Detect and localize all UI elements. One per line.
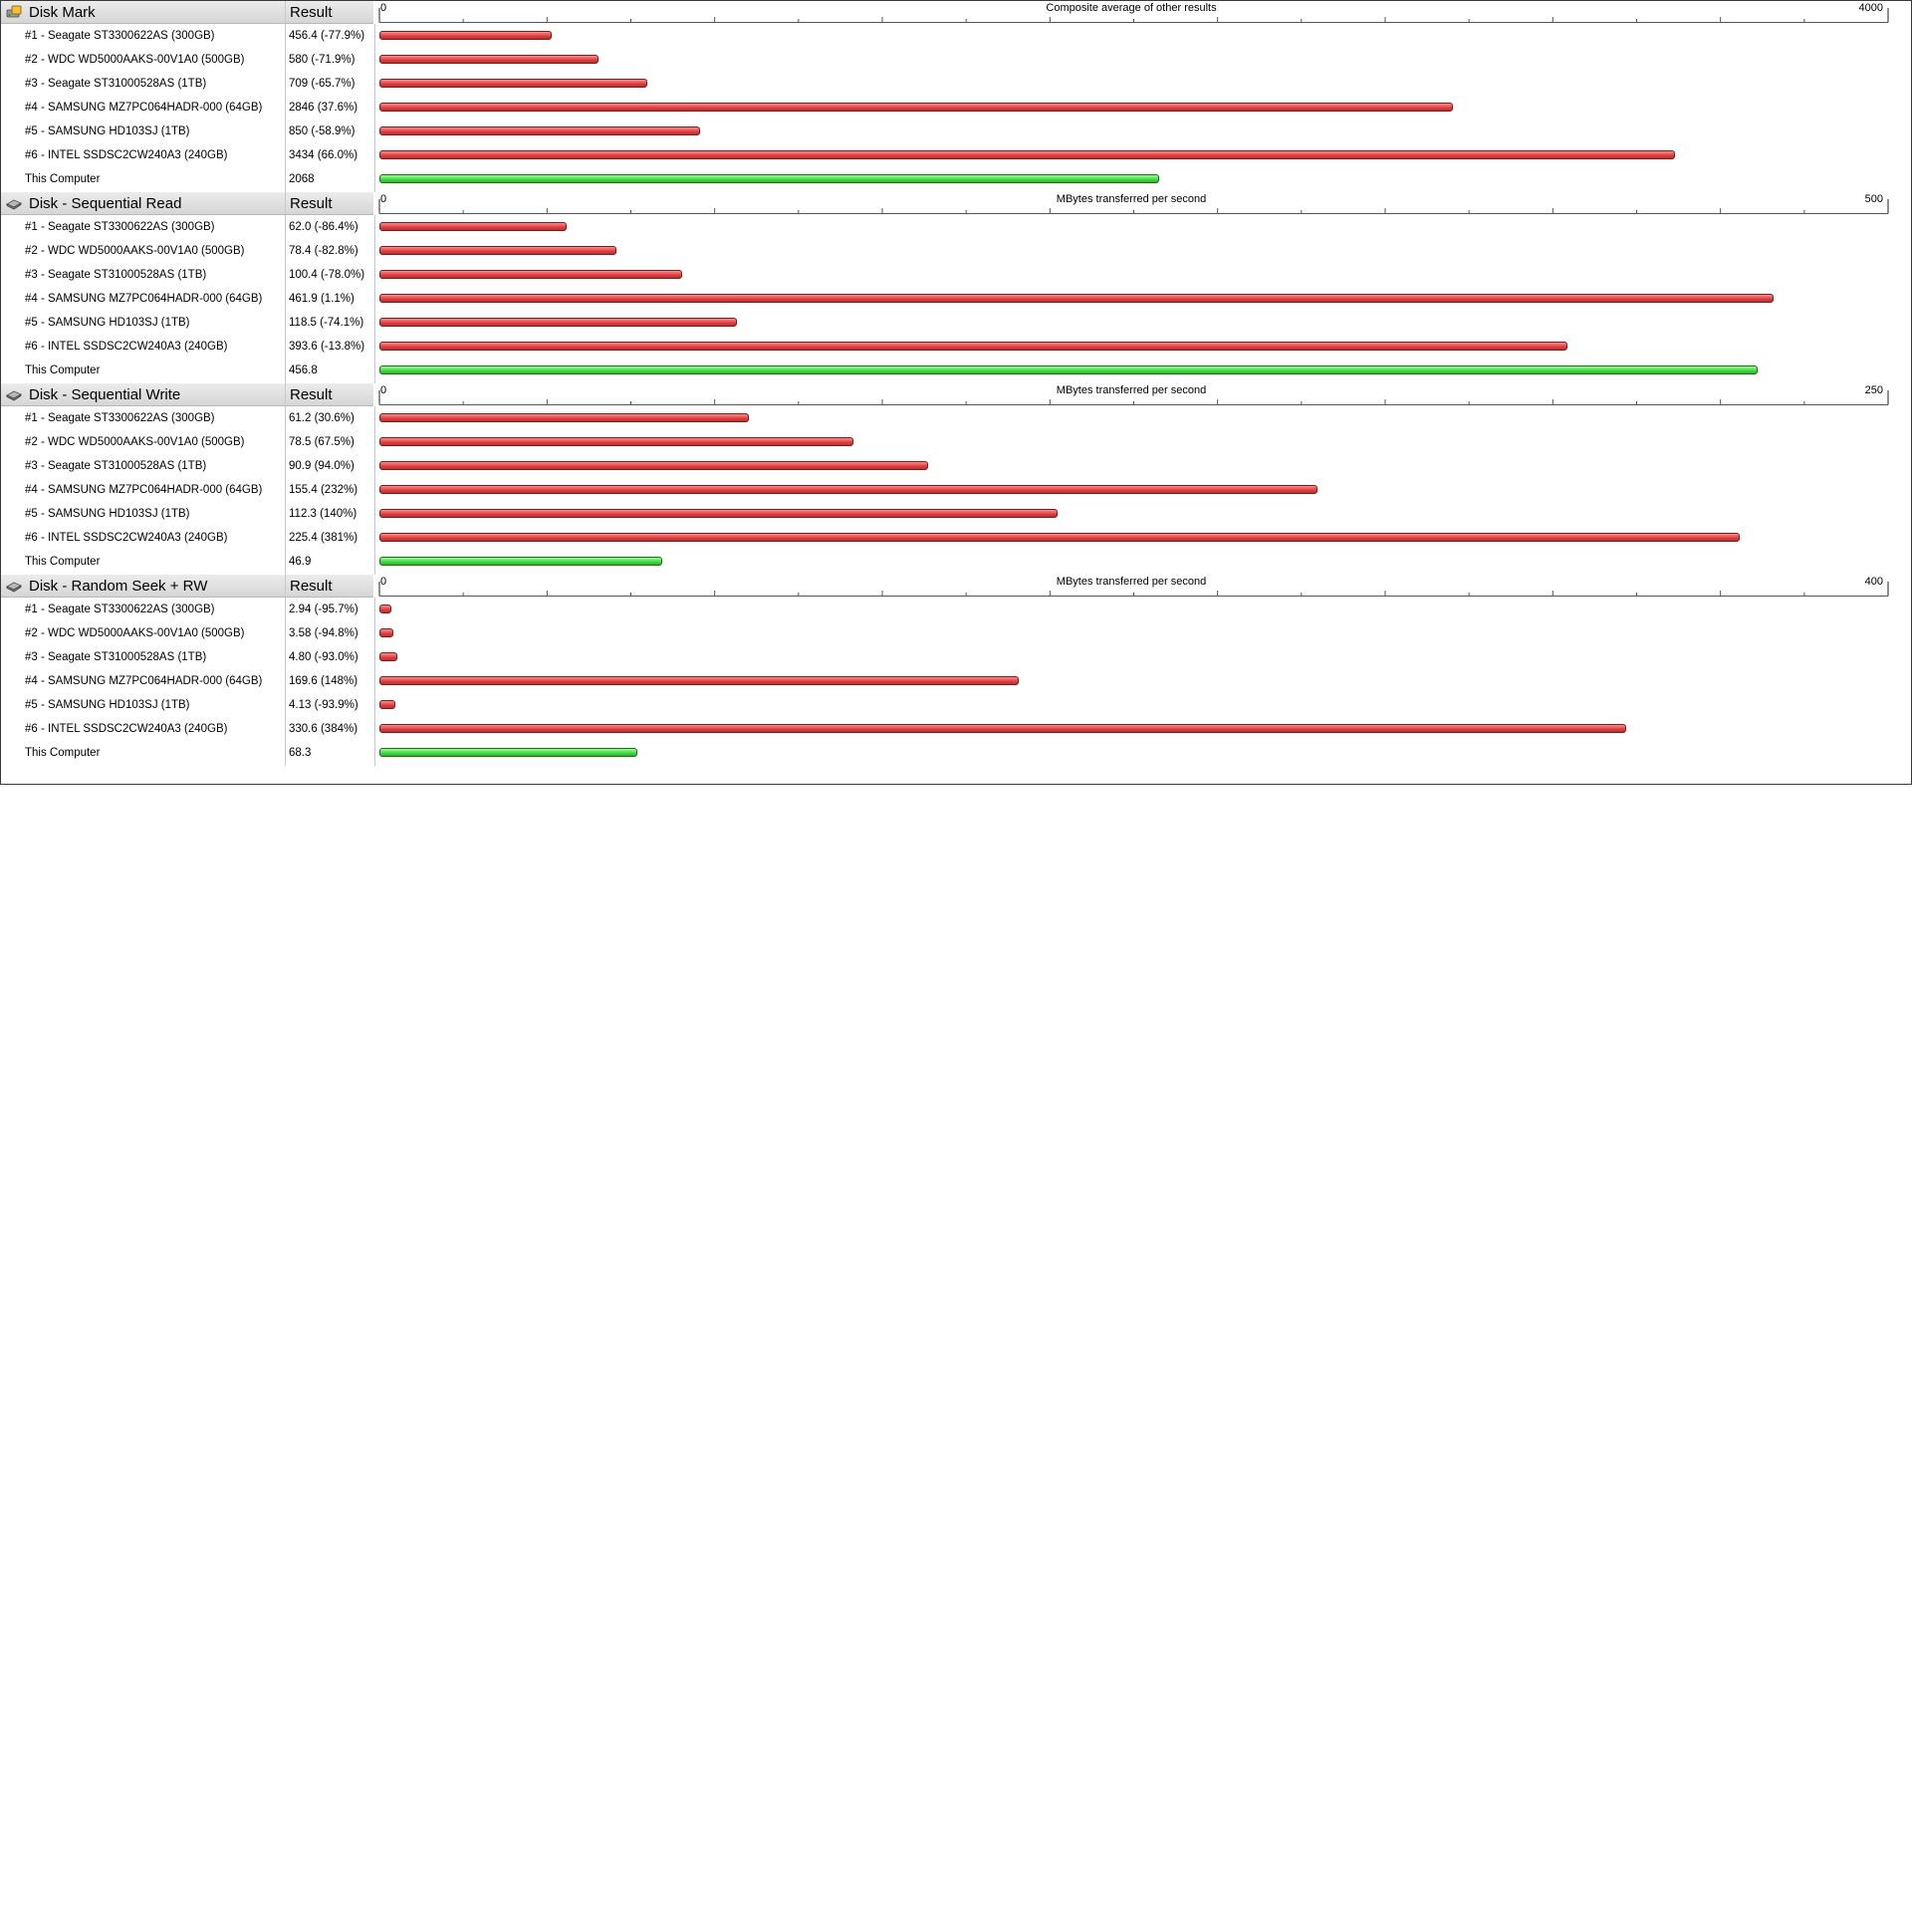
drive-name: #2 - WDC WD5000AAKS-00V1A0 (500GB) [25, 627, 245, 639]
result-value: 118.5 (-74.1%) [289, 317, 364, 329]
section-title-text: Disk - Sequential Write [29, 386, 181, 403]
result-bar [379, 437, 853, 446]
result-value: 78.4 (-82.8%) [289, 245, 358, 257]
result-bar [379, 509, 1058, 518]
result-value: 61.2 (30.6%) [289, 412, 355, 424]
drive-name: #1 - Seagate ST3300622AS (300GB) [25, 604, 215, 615]
axis-label: MBytes transferred per second [1056, 576, 1207, 588]
drive-name: #4 - SAMSUNG MZ7PC064HADR-000 (64GB) [25, 293, 263, 305]
chart-section [1, 383, 1911, 575]
column-divider [285, 24, 286, 192]
column-divider [285, 598, 286, 766]
result-value: 225.4 (381%) [289, 532, 358, 544]
result-bar [379, 103, 1453, 112]
this-computer-bar [379, 557, 662, 566]
axis-label: MBytes transferred per second [1056, 193, 1207, 205]
axis-max-label: 4000 [1858, 2, 1883, 14]
result-value: 169.6 (148%) [289, 675, 358, 687]
drive-name: This Computer [25, 556, 101, 568]
column-divider [374, 598, 375, 766]
result-bar [379, 342, 1567, 351]
drive-name: #3 - Seagate ST31000528AS (1TB) [25, 269, 207, 281]
axis-label: MBytes transferred per second [1056, 384, 1207, 396]
result-value: 4.80 (-93.0%) [289, 651, 358, 663]
result-value: 456.4 (-77.9%) [289, 30, 365, 42]
drive-name: #4 - SAMSUNG MZ7PC064HADR-000 (64GB) [25, 484, 263, 496]
result-bar [379, 294, 1774, 303]
result-bar [379, 318, 737, 327]
result-bar [379, 79, 647, 88]
drive-name: #6 - INTEL SSDSC2CW240A3 (240GB) [25, 723, 228, 735]
this-computer-bar [379, 365, 1758, 374]
result-value: 155.4 (232%) [289, 484, 358, 496]
result-value: 393.6 (-13.8%) [289, 341, 365, 353]
axis-ruler [1, 1, 1911, 25]
result-bar [379, 31, 552, 40]
result-bar [379, 485, 1317, 494]
drive-name: #3 - Seagate ST31000528AS (1TB) [25, 651, 207, 663]
result-value: 112.3 (140%) [289, 508, 358, 520]
drive-name: #6 - INTEL SSDSC2CW240A3 (240GB) [25, 149, 228, 161]
result-bar [379, 604, 391, 613]
drive-name: #5 - SAMSUNG HD103SJ (1TB) [25, 508, 190, 520]
chart-section [1, 1, 1911, 192]
drive-name: This Computer [25, 364, 101, 376]
result-column-header: Result [285, 575, 373, 598]
drive-name: #5 - SAMSUNG HD103SJ (1TB) [25, 699, 190, 711]
result-value: 2.94 (-95.7%) [289, 604, 358, 615]
result-value: 68.3 [289, 747, 312, 759]
drive-name: #6 - INTEL SSDSC2CW240A3 (240GB) [25, 341, 228, 353]
result-bar [379, 222, 567, 231]
result-bar [379, 413, 749, 422]
result-value: 62.0 (-86.4%) [289, 221, 358, 233]
chart-section [1, 575, 1911, 766]
result-bar [379, 55, 598, 64]
section-title-text: Disk - Random Seek + RW [29, 578, 208, 595]
axis-min-label: 0 [380, 384, 387, 396]
axis-ruler [1, 575, 1911, 599]
column-divider [285, 215, 286, 383]
drive-name: #5 - SAMSUNG HD103SJ (1TB) [25, 317, 190, 329]
result-value: 4.13 (-93.9%) [289, 699, 358, 711]
result-bar [379, 126, 700, 135]
section-title-text: Disk Mark [29, 4, 96, 21]
result-bar [379, 628, 393, 637]
result-bar [379, 676, 1019, 685]
drive-name: #2 - WDC WD5000AAKS-00V1A0 (500GB) [25, 54, 245, 66]
chart-section [1, 192, 1911, 383]
result-bar [379, 246, 616, 255]
result-value: 580 (-71.9%) [289, 54, 356, 66]
drive-name: #2 - WDC WD5000AAKS-00V1A0 (500GB) [25, 245, 245, 257]
drive-name: #3 - Seagate ST31000528AS (1TB) [25, 460, 207, 472]
result-value: 78.5 (67.5%) [289, 436, 355, 448]
drive-name: #1 - Seagate ST3300622AS (300GB) [25, 412, 215, 424]
column-divider [285, 406, 286, 575]
result-bar [379, 533, 1740, 542]
drive-name: #6 - INTEL SSDSC2CW240A3 (240GB) [25, 532, 228, 544]
result-column-header: Result [285, 383, 373, 406]
this-computer-bar [379, 748, 637, 757]
result-column-header: Result [285, 1, 373, 24]
benchmark-results-panel [0, 0, 1912, 785]
drive-name: #2 - WDC WD5000AAKS-00V1A0 (500GB) [25, 436, 245, 448]
drive-name: #3 - Seagate ST31000528AS (1TB) [25, 78, 207, 90]
drive-name: #1 - Seagate ST3300622AS (300GB) [25, 30, 215, 42]
axis-ruler [1, 383, 1911, 407]
result-value: 330.6 (384%) [289, 723, 358, 735]
result-value: 46.9 [289, 556, 312, 568]
result-value: 90.9 (94.0%) [289, 460, 355, 472]
column-divider [374, 215, 375, 383]
result-bar [379, 461, 928, 470]
drive-name: #4 - SAMSUNG MZ7PC064HADR-000 (64GB) [25, 675, 263, 687]
result-bar [379, 700, 395, 709]
result-value: 850 (-58.9%) [289, 125, 356, 137]
result-value: 709 (-65.7%) [289, 78, 356, 90]
drive-name: This Computer [25, 747, 101, 759]
this-computer-bar [379, 174, 1159, 183]
axis-min-label: 0 [380, 193, 387, 205]
column-divider [374, 24, 375, 192]
result-value: 461.9 (1.1%) [289, 293, 355, 305]
axis-min-label: 0 [380, 576, 387, 588]
result-value: 3.58 (-94.8%) [289, 627, 358, 639]
axis-label: Composite average of other results [1046, 2, 1217, 14]
result-value: 456.8 [289, 364, 318, 376]
drive-name: #4 - SAMSUNG MZ7PC064HADR-000 (64GB) [25, 102, 263, 114]
result-bar [379, 270, 682, 279]
result-bar [379, 150, 1675, 159]
result-value: 100.4 (-78.0%) [289, 269, 365, 281]
result-bar [379, 652, 397, 661]
result-column-header: Result [285, 192, 373, 215]
axis-max-label: 250 [1864, 384, 1883, 396]
axis-ruler [1, 192, 1911, 216]
result-value: 3434 (66.0%) [289, 149, 358, 161]
drive-name: This Computer [25, 173, 101, 185]
drive-name: #1 - Seagate ST3300622AS (300GB) [25, 221, 215, 233]
result-value: 2846 (37.6%) [289, 102, 358, 114]
column-divider [374, 406, 375, 575]
axis-max-label: 400 [1864, 576, 1883, 588]
drive-name: #5 - SAMSUNG HD103SJ (1TB) [25, 125, 190, 137]
result-value: 2068 [289, 173, 315, 185]
result-bar [379, 724, 1626, 733]
axis-min-label: 0 [380, 2, 387, 14]
section-title-text: Disk - Sequential Read [29, 195, 182, 212]
axis-max-label: 500 [1864, 193, 1883, 205]
